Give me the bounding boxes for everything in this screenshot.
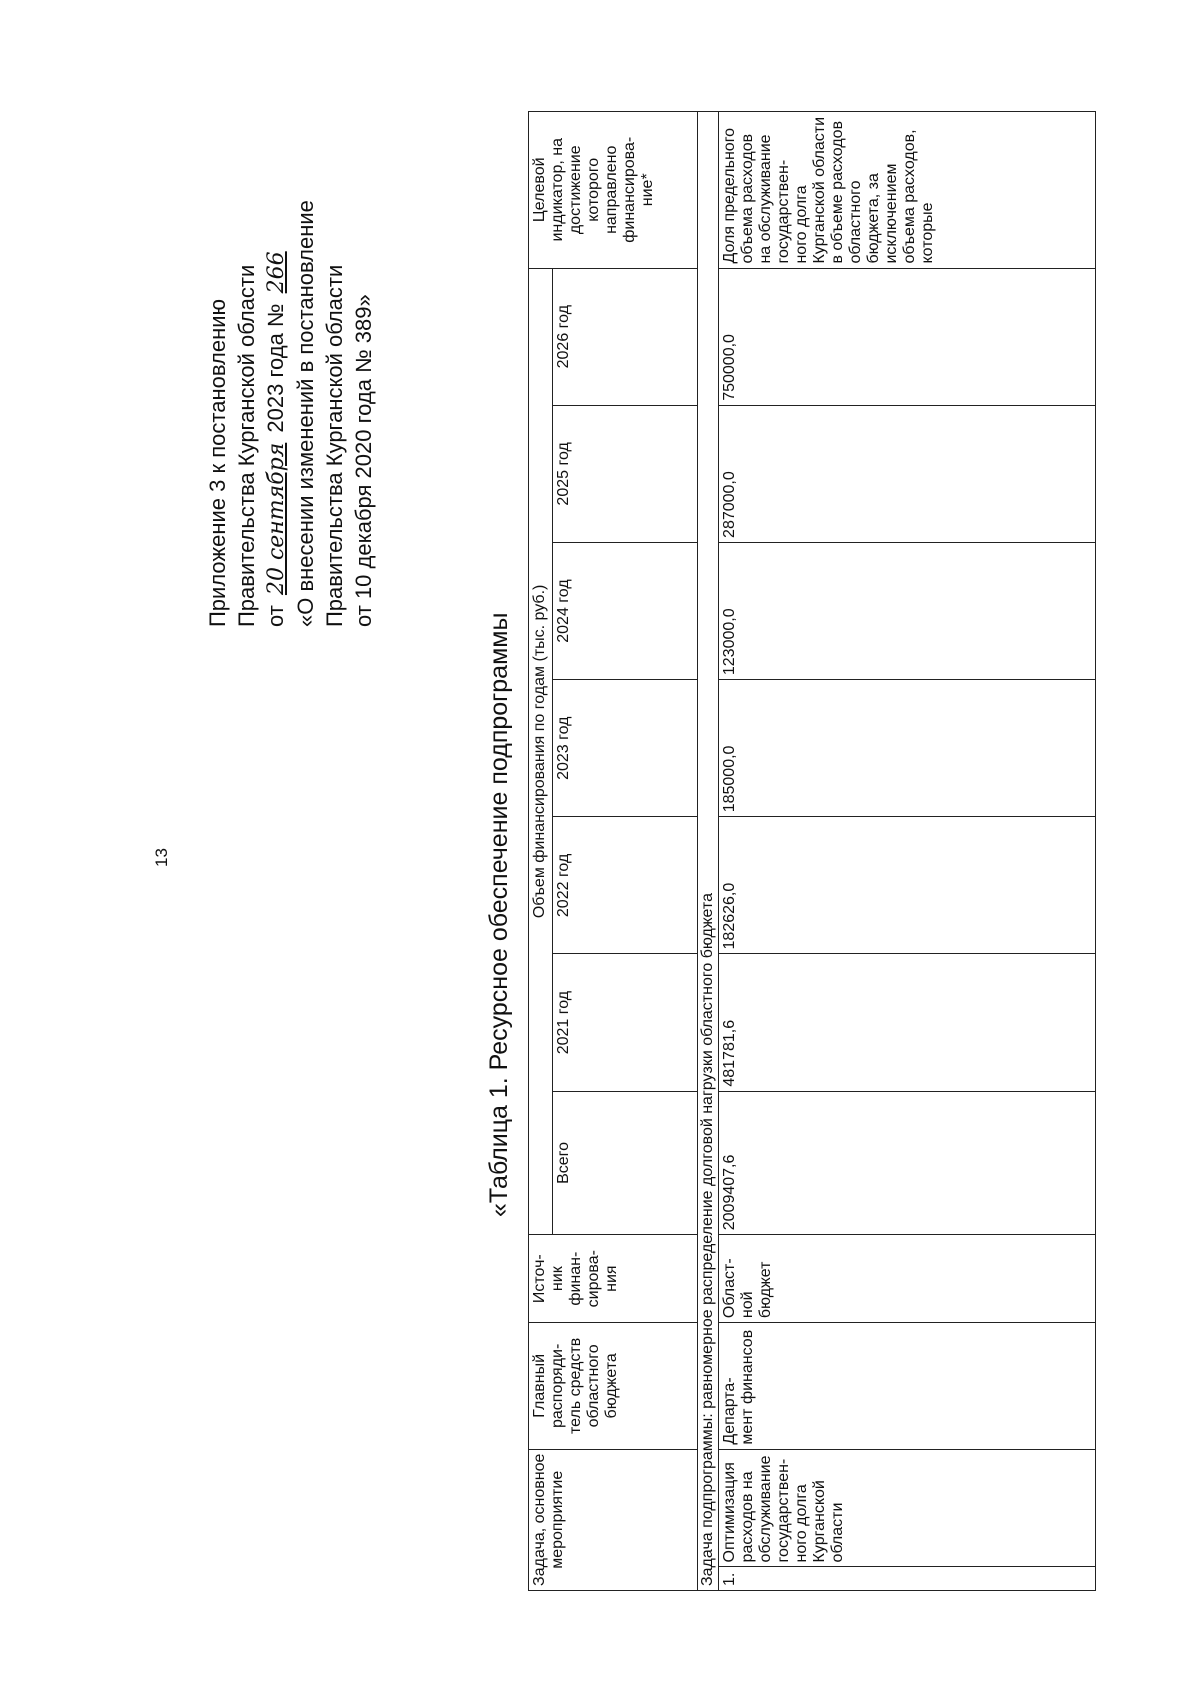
handwritten-number: 266 xyxy=(264,251,289,294)
table-title: «Таблица 1. Ресурсное обеспечение подпрограммы xyxy=(485,612,513,1217)
header-2023: 2023 год xyxy=(553,680,698,817)
approval-line-1: Приложение 3 к постановлению xyxy=(205,298,230,627)
approval-line-2: Правительства Курганской области xyxy=(234,264,259,627)
header-total: Всего xyxy=(553,1091,698,1235)
approval-year-label: 2023 года № xyxy=(263,303,288,433)
approval-block xyxy=(203,200,378,627)
resource-table xyxy=(528,111,1096,1591)
header-2024: 2024 год xyxy=(553,542,698,679)
approval-line-6: от 10 декабря 2020 года № 389» xyxy=(351,294,376,627)
header-2022: 2022 год xyxy=(553,817,698,954)
header-source: Источ- ник финан- сирова- ния xyxy=(529,1235,698,1323)
row-2025: 287000,0 xyxy=(719,405,1096,542)
table-row xyxy=(719,112,1096,1591)
row-2022: 182626,0 xyxy=(719,817,1096,954)
header-manager: Главный распоряди- тель средств областного бюджета xyxy=(529,1323,698,1449)
approval-date-prefix: от xyxy=(263,605,288,627)
row-number: 1. xyxy=(719,1567,1096,1591)
row-2021: 481781,6 xyxy=(719,954,1096,1091)
row-manager: Департа- мент финансов xyxy=(719,1323,1096,1449)
task-row xyxy=(698,112,719,1591)
task-row-text: Задача подпрограммы: равномерное распределение долговой нагрузки областного бюджета xyxy=(698,112,719,1591)
header-task: Задача, основное мероприятие xyxy=(529,1449,698,1590)
header-row-1 xyxy=(529,112,553,1591)
row-2024: 123000,0 xyxy=(719,542,1096,679)
header-2025: 2025 год xyxy=(553,405,698,542)
header-funding-group: Объем финансирования по годам (тыс. руб.) xyxy=(529,268,553,1235)
handwritten-date: 20 сентября xyxy=(264,442,289,596)
row-indicator: Доля предельного объема расходов на обслуживание государствен- ного долга Курганской области в объеме расходов областного бюджета, за исключением объема расходов, которые xyxy=(719,112,1096,269)
row-source: Област- ной бюджет xyxy=(719,1235,1096,1323)
header-2021: 2021 год xyxy=(553,954,698,1091)
approval-line-4: «О внесении изменений в постановление xyxy=(293,200,318,627)
approval-line-5: Правительства Курганской области xyxy=(322,264,347,627)
row-2023: 185000,0 xyxy=(719,680,1096,817)
approval-line-3 xyxy=(261,200,291,627)
page-number: 13 xyxy=(152,848,171,867)
row-2026: 750000,0 xyxy=(719,268,1096,405)
header-2026: 2026 год xyxy=(553,268,698,405)
row-event: Оптимизация расходов на обслуживание государствен- ного долга Курганской области xyxy=(719,1449,1096,1567)
row-total: 2009407,6 xyxy=(719,1091,1096,1235)
header-indicator: Целевой индикатор, на достижение которого направлено финансирова- ние* xyxy=(529,112,698,269)
